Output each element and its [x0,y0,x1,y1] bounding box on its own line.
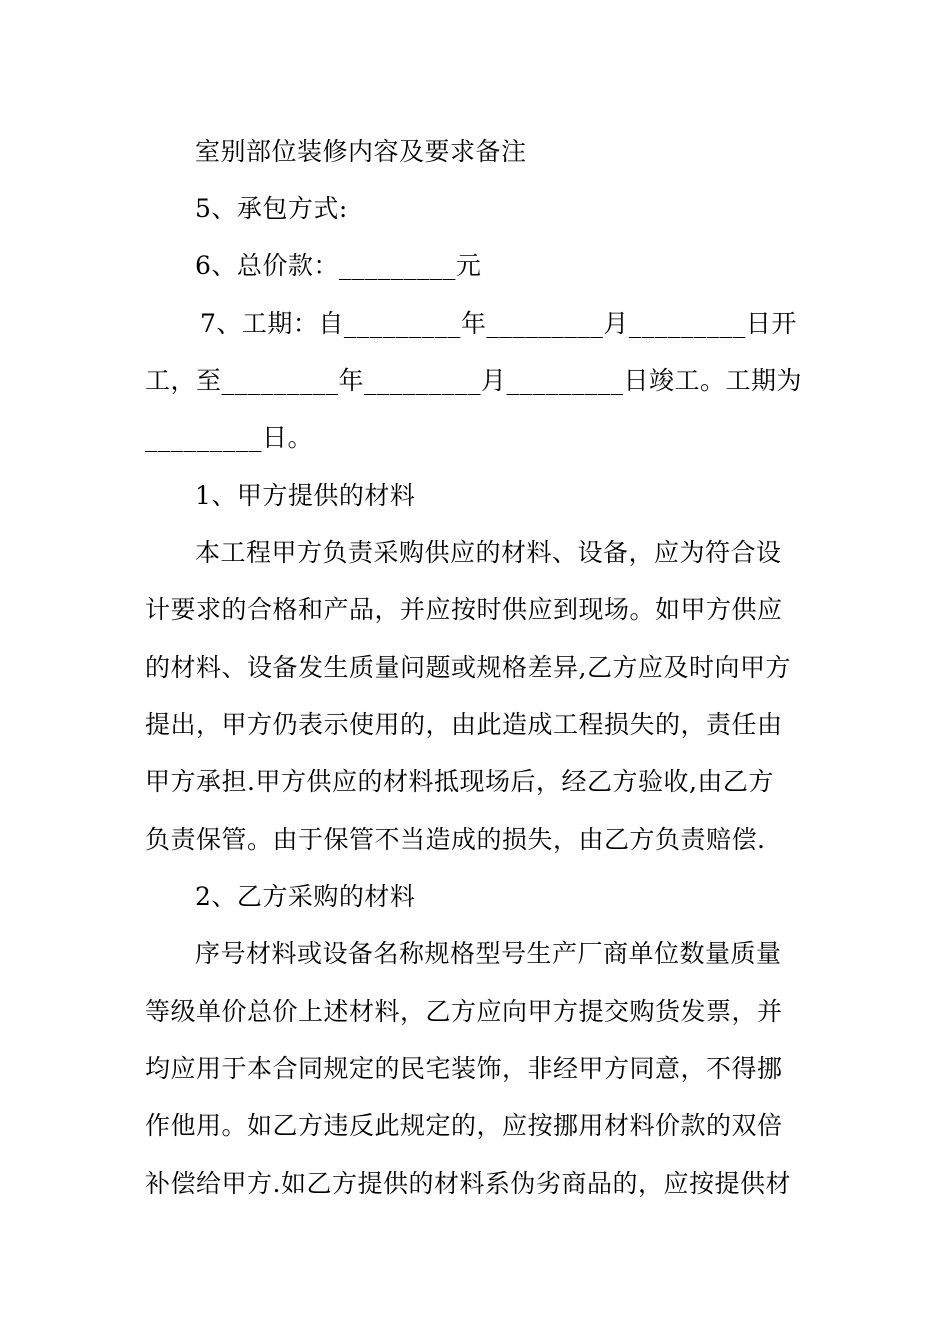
paragraph-line: 负责保管。由于保管不当造成的损失，由乙方负责赔偿. [145,825,766,854]
text-line-room-items: 室别部位装修内容及要求备注 [195,137,527,166]
paragraph-line: 补偿给甲方.如乙方提供的材料系伪劣商品的，应按提供材 [145,1169,791,1198]
paragraph-line: 本工程甲方负责采购供应的材料、设备，应为符合设 [195,538,782,567]
paragraph-line: 提出，甲方仍表示使用的，由此造成工程损失的，责任由 [145,710,783,739]
text-line-period-start: 7、工期：自_________年_________月_________日开 [200,309,797,338]
text-line-period-end: 工，至_________年_________月_________日竣工。工期为 [145,366,803,395]
paragraph-line: 甲方承担.甲方供应的材料抵现场后，经乙方验收,由乙方 [145,767,774,796]
text-line-period-days: _________日。 [145,423,314,452]
paragraph-line: 的材料、设备发生质量问题或规格差异,乙方应及时向甲方 [145,653,791,682]
paragraph-line: 计要求的合格和产品，并应按时供应到现场。如甲方供应 [145,595,783,624]
section-heading-party-a-materials: 1、甲方提供的材料 [195,481,416,510]
paragraph-line: 作他用。如乙方违反此规定的，应按挪用材料价款的双倍 [145,1111,783,1140]
text-line-total-price: 6、总价款：_________元 [195,251,482,280]
section-heading-party-b-materials: 2、乙方采购的材料 [195,882,416,911]
paragraph-line: 均应用于本合同规定的民宅装饰，非经甲方同意，不得挪 [145,1054,783,1083]
paragraph-line: 序号材料或设备名称规格型号生产厂商单位数量质量 [195,939,782,968]
text-line-contract-method: 5、承包方式: [195,194,348,223]
paragraph-line: 等级单价总价上述材料，乙方应向甲方提交购货发票，并 [145,997,783,1026]
